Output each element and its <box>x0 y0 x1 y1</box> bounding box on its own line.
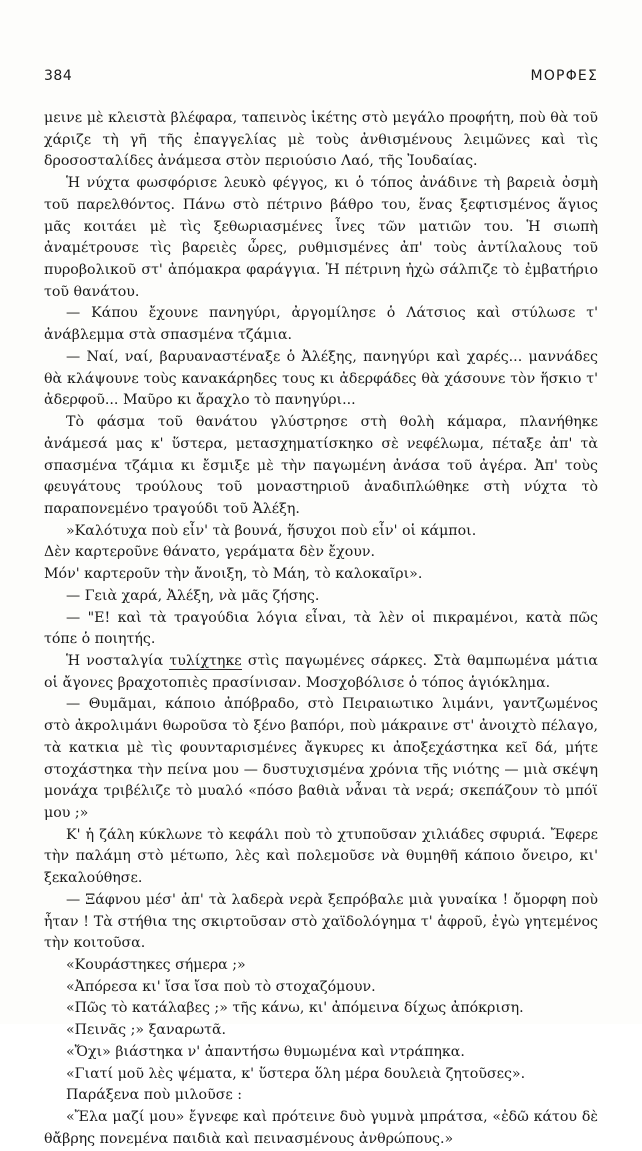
paragraph: — Γειὰ χαρά, Ἀλέξη, νὰ μᾶς ζήσης. <box>66 587 320 604</box>
paragraph: «Γιατί μοῦ λὲς ψέματα, κ' ὕστερα ὅλη μέρα δουλειὰ ζητοῦσες». <box>66 1065 526 1082</box>
page-body <box>44 108 598 1151</box>
paragraph: «Ὄχι» βιάστηκα ν' ἀπαντήσω θυμωμένα καὶ ντράπηκα. <box>66 1043 465 1060</box>
paragraph-with-underline: Ἡ νοσταλγία τυλίχτηκε στὶς παγωμένες σάρκες. Στὰ θαμπωμένα μάτια οἱ ἄγονες βραχοτοπιὲς πρασίνισαν. Μοσχοβόλισε ὁ τόπος ἁγιόκλημα. <box>44 652 598 691</box>
paragraph: «Ἔλα μαζί μου» ἔγνεφε καὶ πρότεινε δυὸ γυμνὰ μπράτσα, «ἐδῶ κάτου δὲ θἄβρης πονεμένα παιδιὰ καὶ πεινασμένους ἀνθρώπους.» <box>44 1109 598 1147</box>
page-header <box>44 68 598 84</box>
paragraph: — Θυμᾶμαι, κάποιο ἀπόβραδο, στὸ Πειραιωτικο λιμάνι, γαντζωμένος στὸ ἀκρολιμάνι θωροῦσα τὸ ξένο βαπόρι, ποὺ μάκραινε στ' ἀνοιχτὸ πέλαγο, τὰ κατκια μὲ τὶς φουνταρισμένες ἄγκυρες κι ἀποξεχάστηκα κεῖ δά, μήτε στοχάστηκα τὴν πείνα μου — δυστυχισμένα χρόνια τῆς νιότης — μιὰ σκέψη μονάχα τριβέλιζε τὸ μυαλό «πόσο βαθιὰ νἆναι τὰ νερά; σκεπάζουν τὸ μπόϊ μου ;» <box>44 696 598 821</box>
paragraph: — Ναί, ναί, βαρυαναστέναξε ὁ Ἀλέξης, πανηγύρι καὶ χαρές... μαννάδες θὰ κλάψουνε τοὺς κανακάρηδες τους κι ἀδερφάδες θὰ χάσουνε τὸν ἥσκιο τ' ἀδερφοῦ... Μαῦρο κι ἄραχλο τὸ πανηγύρι... <box>44 348 598 409</box>
paragraph: Παράξενα ποὺ μιλοῦσε : <box>66 1087 243 1104</box>
paragraph: »Καλότυχα ποὺ εἶν' τὰ βουνά, ἥσυχοι ποὺ εἶν' οἱ κάμποι. <box>66 522 477 539</box>
paragraph: Τὸ φάσμα τοῦ θανάτου γλύστρησε στὴ θολὴ κάμαρα, πλανήθηκε ἀνάμεσά μας κ' ὕστερα, μετασχηματίσκηκο σὲ νεφέλωμα, πέταξε ἀπ' τὰ σπασμένα τζάμια κι ἔσμιξε μὲ τὴν παγωμένη ἀνάσα τοῦ ἀγέρα. Ἀπ' τοὺς φευγάτους τρούλους τοῦ μοναστηριοῦ ἀναδιπλώθηκε στὴ νύχτα τὸ παραπονεμένο τραγούδι τοῦ Ἀλέξη. <box>44 414 598 517</box>
paragraph: Κ' ἡ ζάλη κύκλωνε τὸ κεφάλι ποὺ τὸ χτυποῦσαν χιλιάδες σφυριά. Ἔφερε τὴν παλάμη στὸ μέτωπο, λὲς καὶ πολεμοῦσε νὰ θυμηθῆ κάποιο ὄνειρο, κι' ξεκαλούθησε. <box>44 826 598 887</box>
paragraph: Ἡ νύχτα φωσφόρισε λευκὸ φέγγος, κι ὁ τόπος ἀνάδινε τὴ βαρειὰ ὀσμὴ τοῦ παρελθόντος. Πάνω στὸ πέτρινο βάθρο του, ἕνας ξεφτισμένος ἅγιος μᾶς κοιτάει μὲ τὶς ξεθωριασμένες ἶνες τῶν ματιῶν του. Ἡ σιωπὴ ἀναμέτρουσε τὶς βαρειὲς ὧρες, ρυθμισμένες ἀπ' τοὺς ἀντίλαλους τοῦ πυροβολικοῦ στ' ἀπόμακρα φαράγγια. Ἡ πέτρινη ἠχὼ σάλπιζε τὸ ἐμβατήριο τοῦ θανάτου. <box>44 175 598 300</box>
page-number: 384 <box>44 68 73 84</box>
paragraph: Δὲν καρτεροῦνε θάνατο, γεράματα δὲν ἔχουν. <box>44 544 376 561</box>
paragraph: «Πεινᾶς ;» ξαναρωτᾶ. <box>66 1022 227 1039</box>
underlined-word: τυλίχτηκε <box>169 652 242 669</box>
paragraph: — Κάπου ἔχουνε πανηγύρι, ἀργομίλησε ὁ Λάτσιος καὶ στύλωσε τ' ἀνάβλεμμα στὰ σπασμένα τζάμια. <box>44 305 598 344</box>
paragraph: «Ἀπόρεσα κι' ἴσα ἴσα ποὺ τὸ στοχαζόμουν. <box>66 978 376 995</box>
paragraph: — Ξάφνου μέσ' ἀπ' τὰ λαδερὰ νερὰ ξεπρόβαλε μιὰ γυναίκα ! ὄμορφη ποὺ ἦταν ! Τὰ στήθια της σκιρτοῦσαν στὸ χαϊδολόγημα τ' ἀφροῦ, ἐγὼ γητεμένος τὴν κοιτοῦσα. <box>44 891 598 952</box>
paragraph: μεινε μὲ κλειστὰ βλέφαρα, ταπεινὸς ἱκέτης στὸ μεγάλο προφήτη, ποὺ θὰ τοῦ χάριζε τὴ γῆ τῆς ἐπαγγελίας μὲ τοὺς ἀνθισμένους λειμῶνες καὶ τὶς δροσοσταλίδες ἀνάμεσα στὸν περιούσιο Λαό, τῆς Ἰουδαίας. <box>44 110 598 170</box>
paragraph: — "Ε! καὶ τὰ τραγούδια λόγια εἶναι, τὰ λὲν οἱ πικραμένοι, κατὰ πῶς τόπε ὁ ποιητής. <box>44 609 598 648</box>
running-title: ΜΟΡΦΕΣ <box>530 68 598 84</box>
paragraph: «Κουράστηκες σήμερα ;» <box>66 957 246 974</box>
paragraph: «Πῶς τὸ κατάλαβες ;» τῆς κάνω, κι' ἀπόμεινα δίχως ἀπόκριση. <box>66 1000 524 1017</box>
paragraph: Μόν' καρτεροῦν τὴν ἄνοιξη, τὸ Μάη, τὸ καλοκαῖρι». <box>44 566 423 583</box>
